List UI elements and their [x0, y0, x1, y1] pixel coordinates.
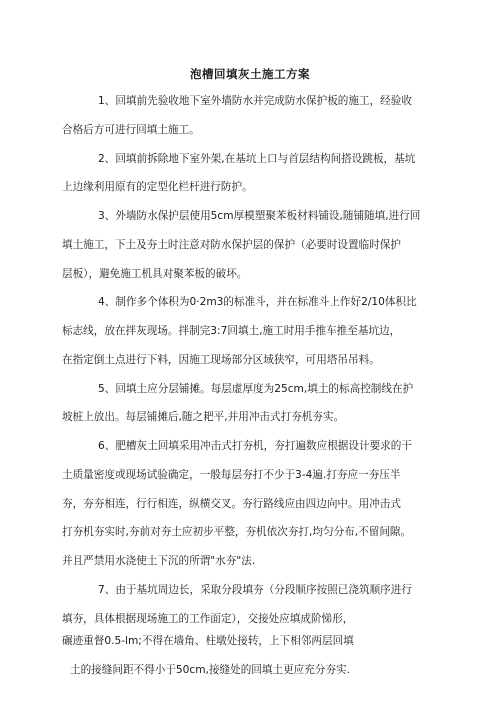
paragraph-3-line-3: 层板），避免施工机具对聚苯板的破坏。: [62, 268, 248, 280]
paragraph-1-line-2: 合格后方可进行回填土施工。: [62, 124, 200, 136]
paragraph-7-line-3: 碾迹重督0.5-lm;不得在墙角、柱墩处接转，上下相邻两层回填: [62, 635, 354, 647]
paragraph-5-line-1: 5、回填土应分层铺摊。每层虚厚度为25cm,填土的标高控制线在护: [98, 383, 414, 395]
paragraph-7-line-2: 填夯，具体根据现场施工的工作面定），交接处应填成阶悌形，: [62, 613, 354, 625]
paragraph-5-line-2: 坡桩上放出。每层铺摊后,随之耙平,并用冲击式打夯机夯实。: [62, 411, 345, 423]
paragraph-2-line-1: 2、回填前拆除地下室外架,在基坑上口与首层结构间搭设跳板，基坑: [98, 153, 416, 165]
paragraph-3-line-2: 填土施工，下土及夯土时注意对防水保护层的保护（必要时设置临时保护: [62, 239, 401, 251]
paragraph-6-line-3: 夯，夯夯相连，行行相连，纵横交叉。夯行路线应由四边向中。用冲击式: [62, 498, 401, 510]
paragraph-6-line-1: 6、肥槽灰土回填采用冲击式打夯机，夯打遍数应根据设计要求的干: [98, 440, 412, 452]
paragraph-4-line-3: 在指定倒土点进行下料，因施工现场部分区域狭窄，可用塔吊吊料。: [62, 354, 380, 366]
paragraph-4-line-2: 标志线，放在拌灰现场。拌制完3:7回填土,施工时用手推车推至基坑边，: [62, 325, 401, 337]
paragraph-6-line-2: 土质量密度或现场试验确定，一般每层夯打不少于3-4遍.打夯应一夯压半: [62, 469, 401, 481]
paragraph-4-line-1: 4、制作多个体积为0·2m3的标准斗，并在标准斗上作好2/10体积比: [98, 296, 417, 308]
document-title: 泡槽回填灰土施工方案: [190, 67, 310, 81]
paragraph-1-line-1: 1、回填前先验收地下室外墙防水并完成防水保护板的施工，经验收: [98, 95, 412, 107]
paragraph-6-line-4: 打夯机夯实时,夯前对夯土应初步平整，夯机依次夯打,均匀分布,不留间隙。: [62, 526, 412, 538]
paragraph-7-line-1: 7、由于基坑周边长，采取分段填夯（分段顺序按照已浇筑顺序进行: [98, 584, 412, 596]
paragraph-7-line-4: 土的接缝间距不得小于50cm,接缝处的回填土更应充分夯实.: [70, 664, 351, 676]
paragraph-6-line-5: 并且严禁用水浇使土下沉的所谓"水夯"法.: [62, 555, 256, 567]
paragraph-3-line-1: 3、外墙防水保护层使用5cm厚模塑聚苯板材料铺设,随铺随填,进行回: [98, 210, 421, 222]
paragraph-2-line-2: 上边缘利用原有的定型化栏杆进行防护。: [62, 181, 253, 193]
